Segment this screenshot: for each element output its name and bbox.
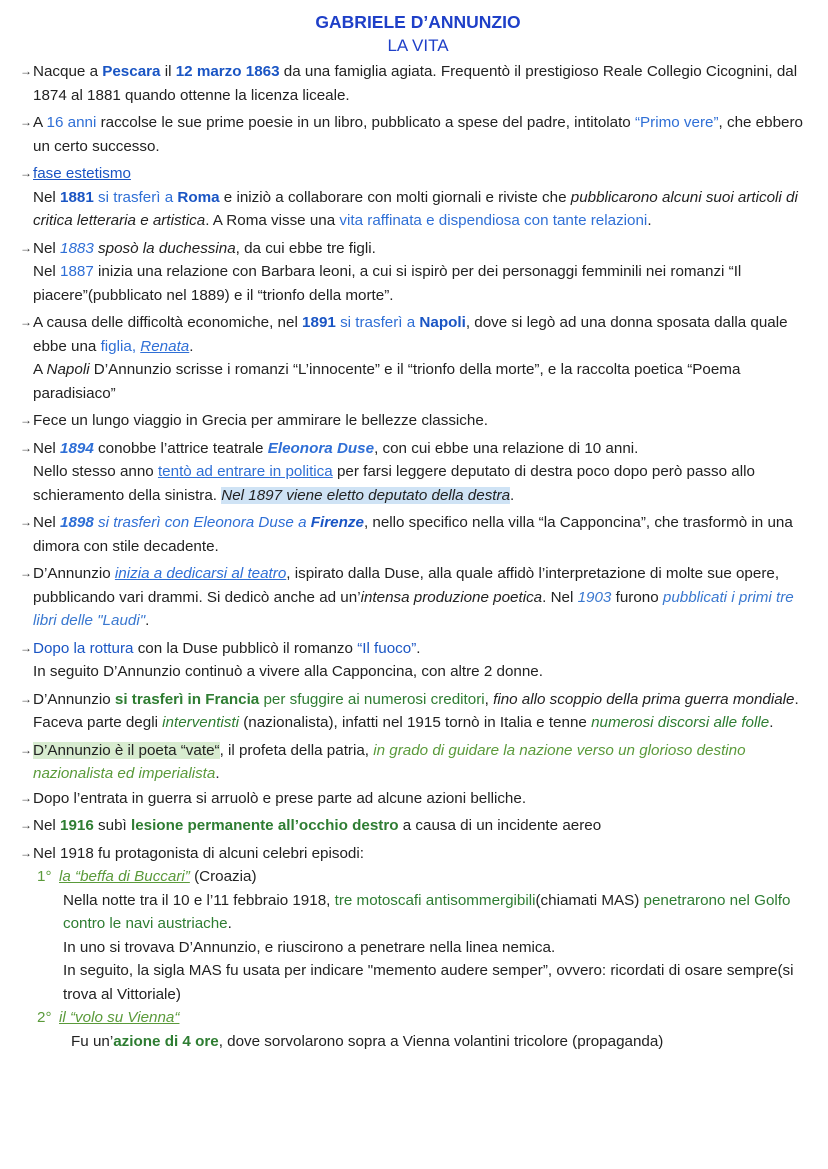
arrow-icon: → [20,64,32,78]
arrow-icon: → [20,413,32,427]
page-subtitle: LA VITA [387,36,449,55]
arrow-icon: → [20,640,32,655]
list-item-enlistment: → Dopo l’entrata in guerra si arruolò e prese parte ad alcune azioni belliche. [20,787,816,811]
list-item-florence: → Nel 1898 si trasferì con Eleonora Duse a Firenze, nello specifico nella villa “la Capponcina”, che trasformò in una dimora con stile decadente. [20,511,816,558]
arrow-icon: → [20,691,32,706]
arrow-icon: → [20,240,32,255]
arrow-icon: → [20,115,32,129]
list-item-birth: → Nacque a Pescara il 12 marzo 1863 da una famiglia agiata. Frequentò il prestigioso Reale Collegio Cicognini, dal 1874 al 1881 quando ottenne la licenza liceale. [20,60,816,107]
arrow-icon: → [20,440,32,455]
episode-title: la “beffa di Buccari” [59,868,190,885]
arrow-icon: → [20,742,32,757]
list-item-greece: → Fece un lungo viaggio in Grecia per ammirare le bellezze classiche. [20,409,816,433]
list-item-1918-episodes: → Nel 1918 fu protagonista di alcuni celebri episodi: 1° la “beffa di Buccari” (Croazia) Nella notte tra il 10 e l’11 febbraio 1918, tre motoscafi antisommergibili(chiamati MAS) penetrarono nel Golfo contro le navi austriache. In uno si trovava D’Annunzio, e riuscirono a penetrare nella linea nemica. In seguito, la sigla MAS fu usata per indicare "memento audere semper”, ovvero: ricordati di osare sempre(si trova al Vittoriale) 2° il “volo su Vienna“ Fu un’azione di 4 ore, dove sorvolarono sopra a Vienna volantini tricolore (propaganda) [20,842,816,1054]
section-heading: fase estetismo [33,165,131,182]
list-item-first-poems: → A 16 anni raccolse le sue prime poesie in un libro, pubblicato a spese del padre, intitolato “Primo vere”, che ebbero un certo successo. [20,111,816,158]
episode-number: 2° [37,1009,52,1026]
list-item-vate: → D’Annunzio è il poeta “vate“, il profeta della patria, in grado di guidare la nazione verso un glorioso destino nazionalista ed imperialista. [20,739,816,786]
page-title: GABRIELE D’ANNUNZIO [315,12,521,32]
episode-title: il “volo su Vienna“ [59,1009,180,1026]
arrow-icon: → [20,818,32,832]
list-item-naples: → A causa delle difficoltà economiche, nel 1891 si trasferì a Napoli, dove si legò ad una donna sposata dalla quale ebbe una figlia, Renata. A Napoli D’Annunzio scrisse i romanzi “L’innocente” e il “trionfo della morte”, e la raccolta poetica “Poema paradisiaco” [20,311,816,405]
list-item-aestheticism: → fase estetismo Nel 1881 si trasferì a Roma e iniziò a collaborare con molti giornali e riviste che pubblicarono alcuni suoi articoli di critica letteraria e artistica. A Roma visse una vita raffinata e dispendiosa con tante relazioni. [20,162,816,233]
arrow-icon: → [20,845,32,860]
episode-body: Fu un’azione di 4 ore, dove sorvolarono sopra a Vienna volantini tricolore (propaganda) [71,1032,664,1050]
arrow-icon: → [20,515,32,529]
arrow-icon: → [20,566,32,580]
list-item-france: → D’Annunzio si trasferì in Francia per sfuggire ai numerosi creditori, fino allo scoppio della prima guerra mondiale. Faceva parte degli interventisti (nazionalista), infatti nel 1915 tornò in Italia e tenne numerosi discorsi alle folle. [20,688,816,735]
arrow-icon: → [20,790,32,805]
episode-buccari: 1° la “beffa di Buccari” (Croazia) Nella notte tra il 10 e l’11 febbraio 1918, tre motoscafi antisommergibili(chiamati MAS) penetrarono nel Golfo contro le navi austriache. In uno si trovava D’Annunzio, e riuscirono a penetrare nella linea nemica. In seguito, la sigla MAS fu usata per indicare "memento audere semper”, ovvero: ricordati di osare sempre(si trova al Vittoriale) [33,865,816,1006]
list-item-fuoco: → Dopo la rottura con la Duse pubblicò il romanzo “Il fuoco”. In seguito D’Annunzio continuò a vivere alla Capponcina, con altre 2 donne. [20,637,816,684]
episode-vienna [33,1006,816,1053]
list-item-marriage: → Nel 1883 sposò la duchessina, da cui ebbe tre figli. Nel 1887 inizia una relazione con Barbara leoni, a cui si ispirò per dei personaggi femminili nei romanzi “Il piacere”(pubblicato nel 1889) e il “trionfo della morte”. [20,237,816,308]
list-item-duse: → Nel 1894 conobbe l’attrice teatrale Eleonora Duse, con cui ebbe una relazione di 10 anni. Nello stesso anno tentò ad entrare in politica per farsi leggere deputato di destra poco dopo però passo allo schieramento della sinistra. Nel 1897 viene eletto deputato della destra. [20,437,816,508]
episode-body: Nella notte tra il 10 e l’11 febbraio 1918, tre motoscafi antisommergibili(chiamati MAS) penetrarono nel Golfo contro le navi austriache. In uno si trovava D’Annunzio, e riuscirono a penetrare nella linea nemica. In seguito, la sigla MAS fu usata per indicare "memento audere semper”, ovvero: ricordati di osare sempre(si trova al Vittoriale) [63,891,794,1003]
arrow-icon: → [20,166,32,180]
list-item-injury: → Nel 1916 subì lesione permanente all’occhio destro a causa di un incidente aereo [20,814,816,838]
list-item-theatre: → D’Annunzio inizia a dedicarsi al teatro, ispirato dalla Duse, alla quale affidò l’interpretazione di molte sue opere, pubblicando vari drammi. Si dedicò anche ad un’intensa produzione poetica. Nel 1903 furono pubblicati i primi tre libri delle "Laudi". [20,562,816,633]
episode-number: 1° [37,868,52,885]
arrow-icon: → [20,315,32,329]
